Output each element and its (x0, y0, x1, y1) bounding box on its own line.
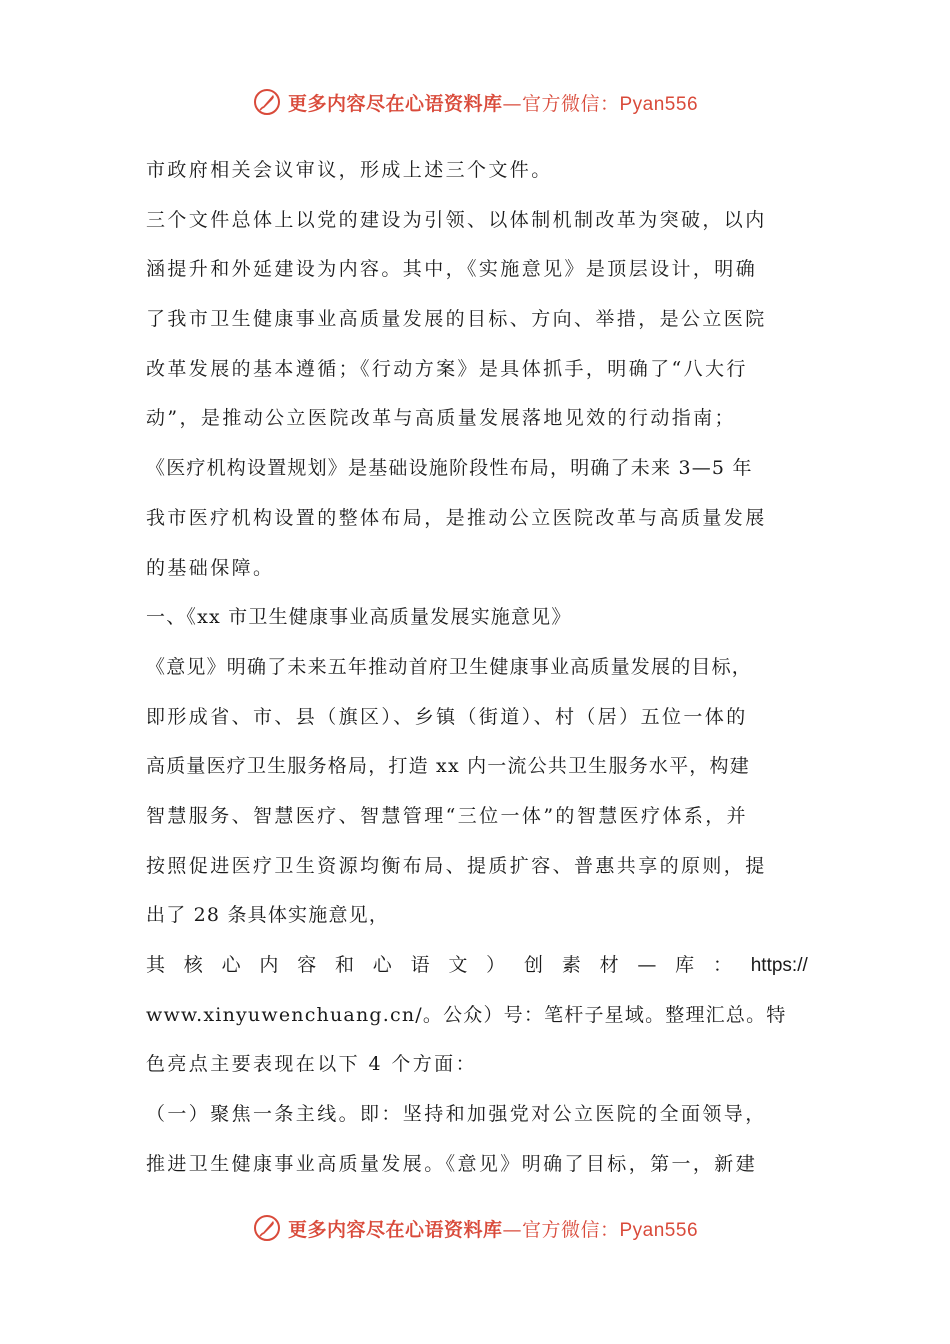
paragraph-line: 我市医疗机构设置的整体布局，是推动公立医院改革与高质量发展 (146, 506, 767, 529)
paragraph-line: 推进卫生健康事业高质量发展。《意见》明确了目标，第一，新建 (146, 1152, 758, 1175)
paragraph-line: 《意见》明确了未来五年推动首府卫生健康事业高质量发展的目标， (146, 655, 753, 678)
section-heading: 一、《xx 市卫生健康事业高质量发展实施意见》 (146, 606, 572, 629)
paragraph-line: 改革发展的基本遵循；《行动方案》是具体抓手，明确了“八大行 (146, 357, 748, 380)
banner-dash: — (502, 92, 522, 115)
footer-watermark-banner (0, 1206, 950, 1250)
paragraph-line: 了我市卫生健康事业高质量发展的目标、方向、举措，是公立医院 (146, 308, 767, 331)
header-watermark-banner (0, 80, 950, 124)
banner-wechat-label: 官方微信： (521, 1218, 620, 1241)
paragraph-line: 智慧服务、智慧医疗、智慧管理“三位一体”的智慧医疗体系，并 (146, 804, 749, 827)
banner-wechat-id: Pyan556 (619, 93, 699, 115)
paragraph-line: 三个文件总体上以党的建设为引领、以体制机制改革为突破，以内 (146, 208, 767, 231)
paragraph-line: 市政府相关会议审议，形成上述三个文件。 (146, 159, 553, 181)
source-url-start: https:// (750, 955, 808, 976)
spaced-char: 素 (561, 954, 581, 976)
spaced-char: 创 (523, 954, 543, 976)
feather-pen-logo-icon (252, 87, 282, 117)
banner-text (288, 89, 698, 116)
paragraph-line: 即形成省、市、县（旗区）、乡镇（街道）、村（居）五位一体的 (146, 705, 748, 728)
spaced-char: 内 (259, 954, 279, 976)
spaced-source-line (146, 941, 808, 991)
spaced-char: 心 (372, 954, 392, 976)
paragraph-line: （一）聚焦一条主线。即：坚持和加强党对公立医院的全面领导， (146, 1103, 767, 1126)
spaced-char: — (637, 954, 657, 976)
paragraph-line: 按照促进医疗卫生资源均衡布局、提质扩容、普惠共享的原则，提 (146, 854, 767, 877)
feather-pen-logo-icon (252, 1213, 282, 1243)
banner-text (288, 1215, 698, 1242)
spaced-char: 核 (183, 954, 203, 976)
paragraph-line: 动”，是推动公立医院改革与高质量发展落地见效的行动指南； (146, 407, 736, 430)
spaced-char: ） (486, 954, 506, 976)
banner-brand: 更多内容尽在心语资料库 (287, 1218, 503, 1241)
banner-wechat-label: 官方微信： (521, 92, 620, 115)
document-body (146, 146, 808, 1189)
spaced-char: 和 (334, 954, 354, 976)
spaced-char: 心 (221, 954, 241, 976)
spaced-char: 库 (675, 954, 695, 976)
paragraph-line: 的基础保障。 (146, 556, 275, 579)
spaced-char: 语 (410, 954, 430, 976)
paragraph-line: www.xinyuwenchuang.cn/。公众）号：笔杆子星域。整理汇总。特 (146, 1003, 787, 1026)
paragraph-line: 涵提升和外延建设为内容。其中，《实施意见》是顶层设计，明确 (146, 258, 758, 281)
paragraph-line: 《医疗机构设置规划》是基础设施阶段性布局，明确了未来 3—5 年 (146, 457, 753, 480)
banner-dash: — (502, 1218, 522, 1241)
banner-brand: 更多内容尽在心语资料库 (287, 92, 503, 115)
paragraph-line: 出了 28 条具体实施意见， (146, 904, 390, 927)
spaced-char: 材 (599, 954, 619, 976)
banner-wechat-id: Pyan556 (619, 1219, 699, 1241)
spaced-char: 其 (146, 954, 166, 976)
paragraph-line: 高质量医疗卫生服务格局，打造 xx 内一流公共卫生服务水平，构建 (146, 755, 750, 778)
spaced-char: ： (712, 954, 732, 976)
spaced-char: 容 (297, 954, 317, 976)
spaced-char: 文 (448, 954, 468, 976)
paragraph-line: 色亮点主要表现在以下 4 个方面： (146, 1053, 477, 1076)
